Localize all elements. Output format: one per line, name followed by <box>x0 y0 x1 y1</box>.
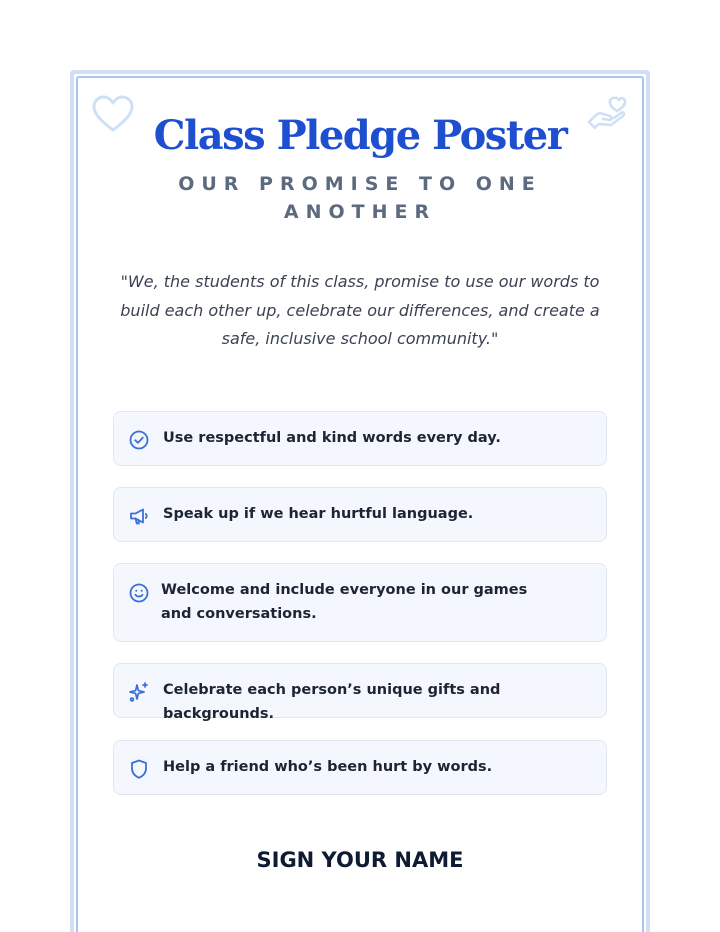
pledge-item <box>113 563 607 642</box>
sign-name-heading: SIGN YOUR NAME <box>256 848 464 872</box>
sparkles-icon <box>128 681 150 703</box>
pledge-text: Speak up if we hear hurtful language. <box>163 506 474 522</box>
pledge-item <box>113 411 607 466</box>
pledge-text: Help a friend who’s been hurt by words. <box>163 759 493 775</box>
pledge-item <box>113 487 607 542</box>
poster-title: Class Pledge Poster <box>153 112 567 159</box>
shield-icon <box>128 758 150 780</box>
megaphone-icon <box>128 505 150 527</box>
pledge-item <box>113 740 607 795</box>
pledge-item <box>113 663 607 722</box>
pledge-quote: "We, the students of this class, promise to use our words to build each other up, celebrate our differences, and create a safe, inclusive school community." <box>120 272 600 348</box>
check-circle-icon <box>128 429 150 451</box>
smile-icon <box>128 582 150 604</box>
pledge-text: Celebrate each person’s unique gifts and backgrounds. <box>163 682 501 722</box>
pledge-text: Welcome and include everyone in our games and conversations. <box>161 582 528 622</box>
pledge-text: Use respectful and kind words every day. <box>163 430 501 446</box>
poster-subtitle: OUR PROMISE TO ONE ANOTHER <box>178 173 542 223</box>
